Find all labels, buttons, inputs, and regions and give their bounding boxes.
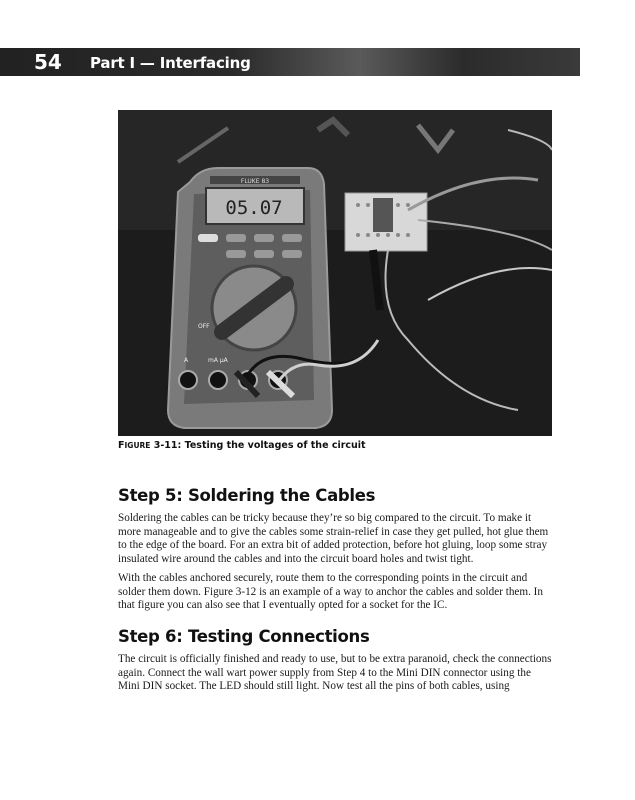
- multimeter-photo: [118, 110, 552, 436]
- body-paragraph: Soldering the cables can be tricky because they’re so big compared to the circuit. To make it more manageable and to give the cables some strain-relief in case they get pulled, hot glue them to the edge of the board. For an extra bit of added protection, before hot gluing, loop some stray insulated wire around the cables and into the circuit board holes and twist tight.: [118, 512, 549, 565]
- meter-brand-label: FLUKE 83: [240, 178, 270, 185]
- section-heading: Step 6: Testing Connections: [118, 627, 370, 646]
- part-title: Part I — Interfacing: [90, 54, 251, 72]
- section-heading: Step 5: Soldering the Cables: [118, 486, 376, 505]
- body-paragraph: With the cables anchored securely, route them to the corresponding points in the circuit and solder them down. Figure 3-12 is an example of a way to anchor the cables and solder them. In that figure you can also see that I eventually opted for a socket for the IC.: [118, 572, 544, 612]
- jack-ma-label: mA μA: [208, 357, 228, 364]
- figure-caption: [118, 440, 366, 451]
- meter-reading: 05.07: [225, 197, 283, 219]
- page-number: 54: [34, 50, 62, 74]
- body-paragraph: The circuit is officially finished and ready to use, but to be extra paranoid, check the connections again. Connect the wall wart power supply from Step 4 to the Mini DIN connector using the Mini DIN socket. The LED should still light. Now test all the pins of both cables, using: [118, 653, 552, 693]
- caption-prefix: F: [118, 440, 125, 451]
- jack-a-label: A: [184, 357, 189, 364]
- dial-off-label: OFF: [198, 323, 210, 330]
- chapter-header-band: [0, 48, 580, 76]
- figure-photo: [118, 110, 552, 436]
- caption-smallcaps: IGURE: [124, 441, 151, 450]
- caption-text: 3-11: Testing the voltages of the circuit: [150, 440, 366, 451]
